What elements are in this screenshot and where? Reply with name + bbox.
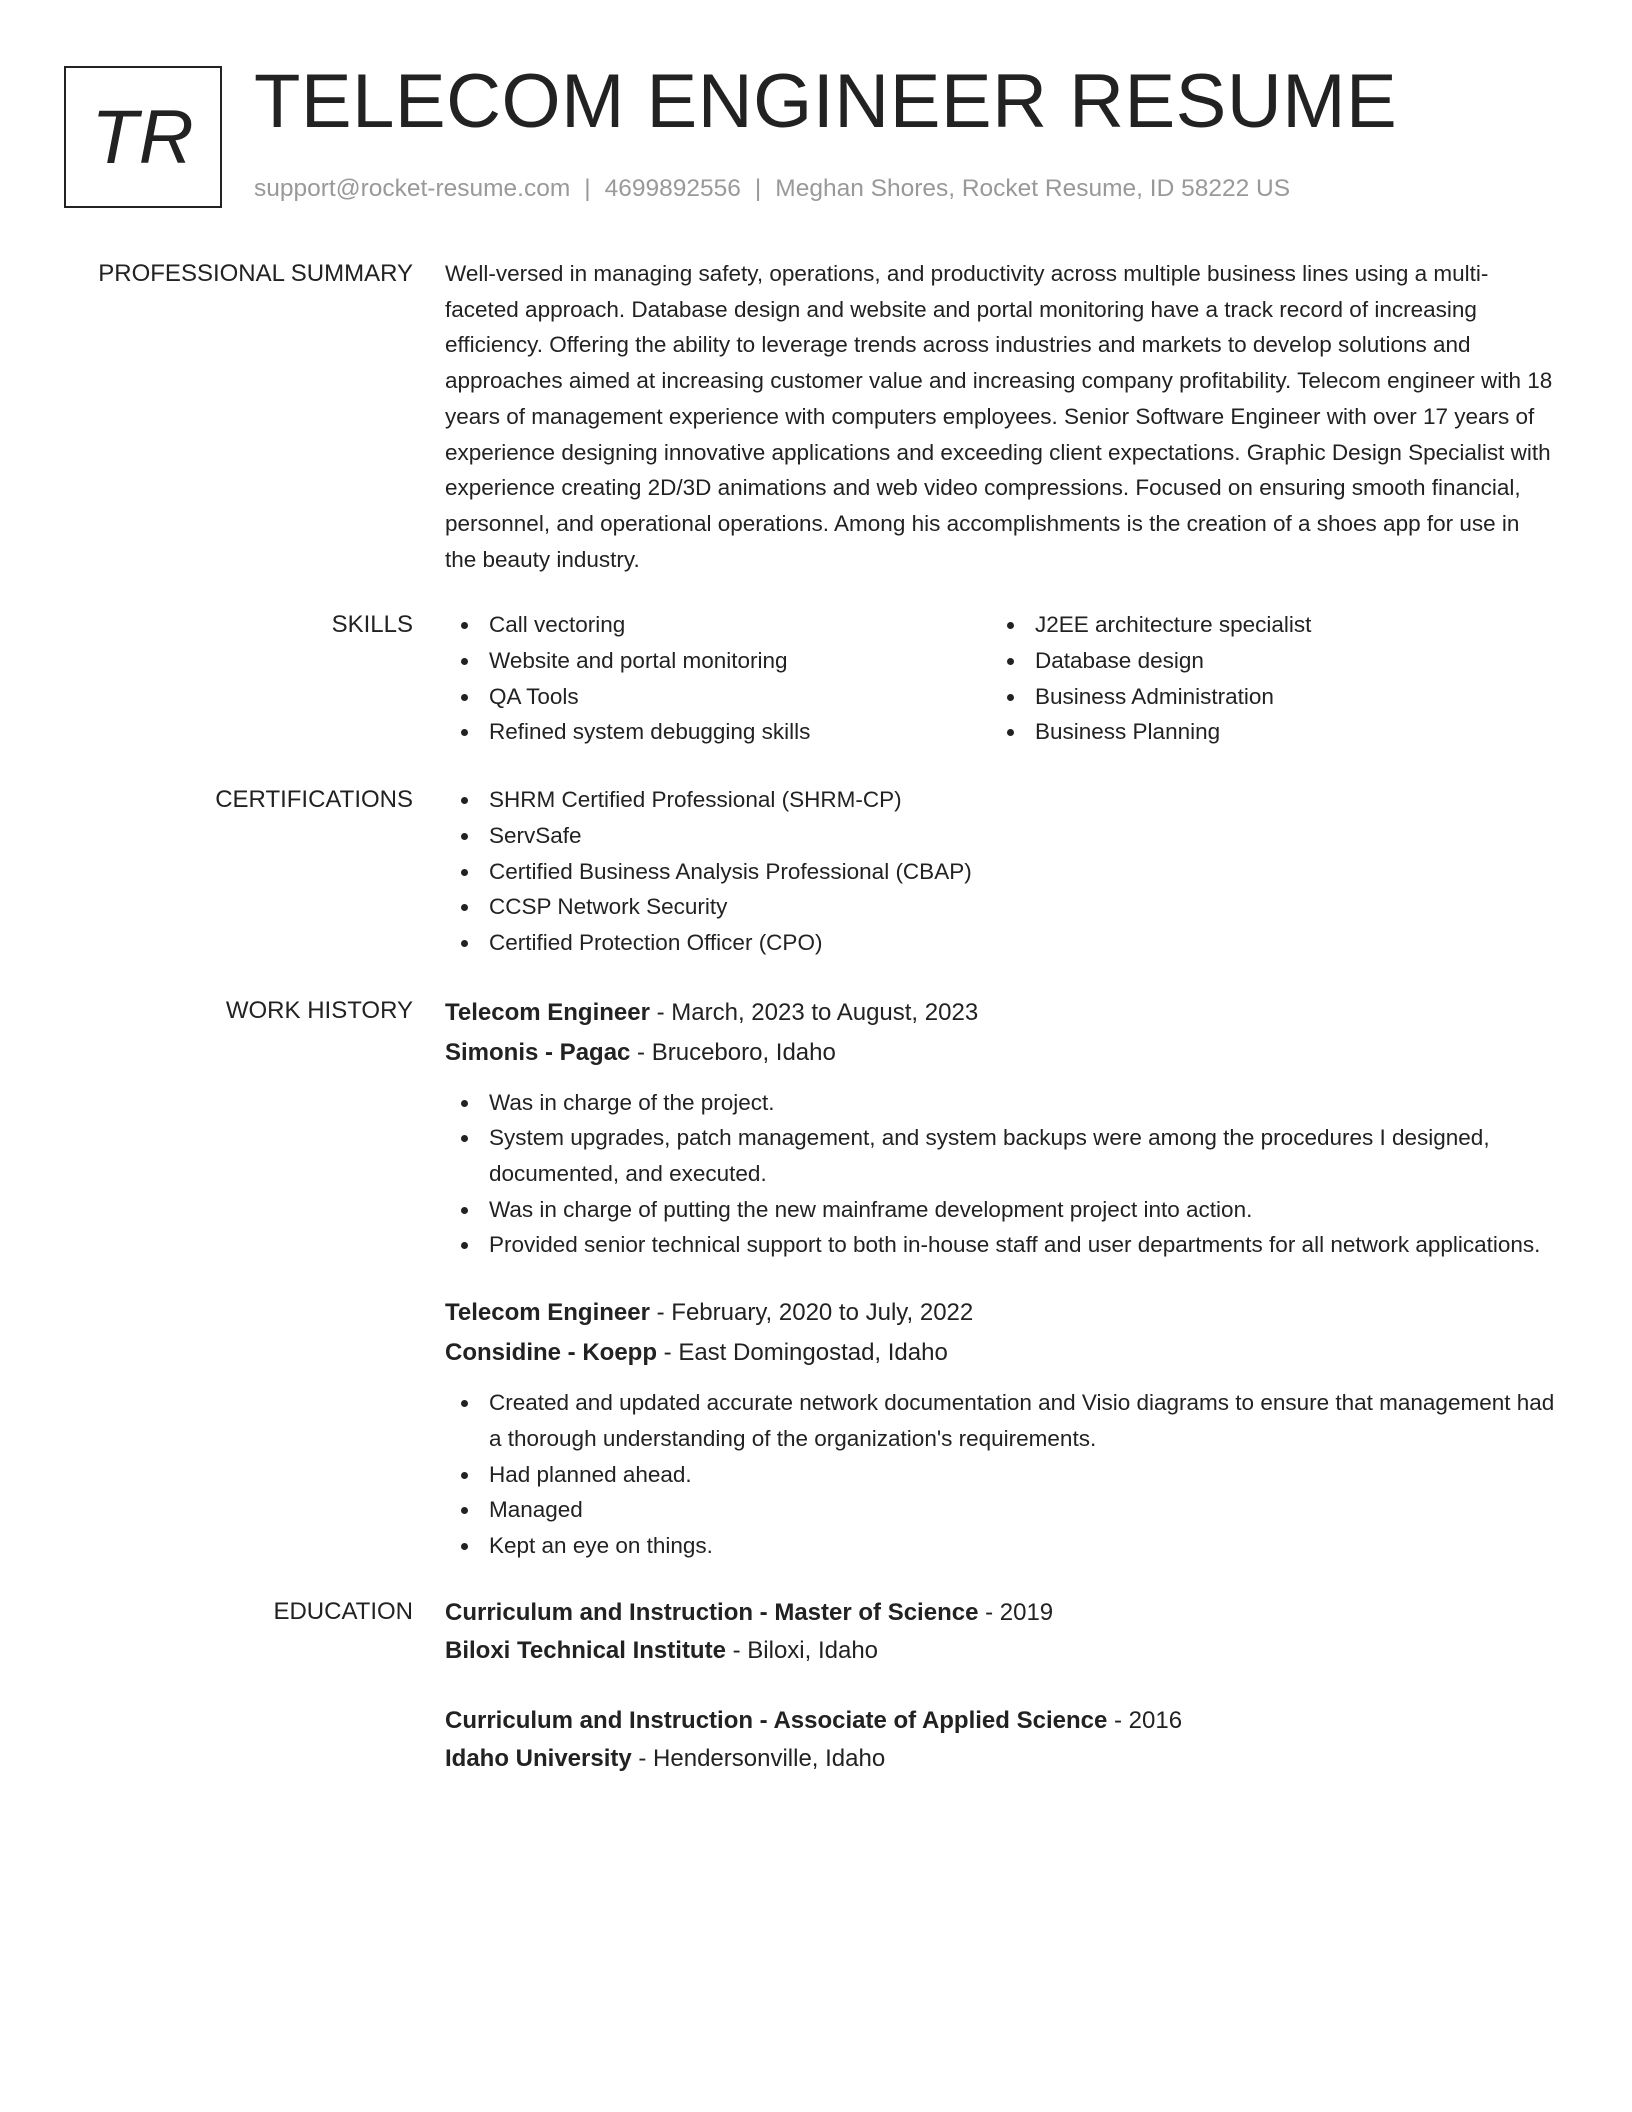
degree-line — [445, 1702, 1555, 1740]
list-item: Certified Business Analysis Professional (CBAP) — [445, 854, 1555, 890]
list-item: Database design — [991, 643, 1537, 679]
certifications-list — [445, 782, 1555, 961]
skills-list-right — [991, 607, 1537, 750]
education-body — [445, 1594, 1555, 1778]
job-dates: - March, 2023 to August, 2023 — [649, 998, 979, 1026]
degree: Curriculum and Instruction - Master of Science — [445, 1598, 979, 1626]
list-item: Was in charge of the project. — [445, 1085, 1555, 1121]
school: Biloxi Technical Institute — [445, 1636, 726, 1664]
contact-line — [254, 175, 1290, 203]
job-company: Simonis - Pagac — [445, 1038, 631, 1066]
job-title-line — [445, 993, 1555, 1033]
list-item: System upgrades, patch management, and system backups were among the procedures I designed, documented, and executed. — [445, 1120, 1555, 1191]
list-item: Call vectoring — [445, 607, 991, 643]
job-title-line — [445, 1293, 1555, 1333]
school-line — [445, 1632, 1555, 1670]
degree: Curriculum and Instruction - Associate of Applied Science — [445, 1706, 1108, 1734]
skills-list-left — [445, 607, 991, 750]
list-item: J2EE architecture specialist — [991, 607, 1537, 643]
school-line — [445, 1740, 1555, 1778]
resume-sections — [0, 256, 1632, 1812]
list-item: ServSafe — [445, 818, 1555, 854]
job-location: - Bruceboro, Idaho — [630, 1038, 836, 1066]
list-item: Website and portal monitoring — [445, 643, 991, 679]
work-history-body — [445, 993, 1555, 1564]
list-item: Was in charge of putting the new mainframe development project into action. — [445, 1192, 1555, 1228]
work-history-label: WORK HISTORY — [225, 996, 413, 1024]
job-title: Telecom Engineer — [445, 998, 650, 1026]
school-location: - Biloxi, Idaho — [725, 1636, 879, 1664]
list-item: Refined system debugging skills — [445, 714, 991, 750]
contact-separator: | — [584, 175, 591, 202]
list-item: Created and updated accurate network documentation and Visio diagrams to ensure that management had a thorough understanding of the organization's requirements. — [445, 1385, 1555, 1456]
list-item: Kept an eye on things. — [445, 1528, 1555, 1564]
contact-phone: 4699892556 — [604, 175, 741, 202]
work-history-section — [0, 993, 1632, 1564]
education-entry — [445, 1594, 1555, 1670]
summary-text: Well-versed in managing safety, operations, and productivity across multiple business lines using a multi-faceted approach. Database design and website and portal monitoring have a track record of increasing efficiency. Offering the ability to leverage trends across industries and markets to develop solutions and approaches aimed at increasing customer value and increasing company profitability. Telecom engineer with 18 years of management experience with computers employees. Senior Software Engineer with over 17 years of experience designing innovative applications and exceeding client expectations. Graphic Design Specialist with experience creating 2D/3D animations and web video compressions. Focused on ensuring smooth financial, personnel, and operational operations. Among his accomplishments is the creation of a shoes app for use in the beauty industry. — [445, 261, 1553, 572]
certifications-section — [0, 782, 1632, 961]
list-item: Managed — [445, 1492, 1555, 1528]
job-location: - East Domingostad, Idaho — [657, 1339, 948, 1367]
list-item: Certified Protection Officer (CPO) — [445, 925, 1555, 961]
contact-address: Meghan Shores, Rocket Resume, ID 58222 US — [775, 175, 1291, 202]
job-company: Considine - Koepp — [445, 1339, 657, 1367]
skills-grid — [445, 607, 1555, 750]
degree-line — [445, 1594, 1555, 1632]
job-entry — [445, 993, 1555, 1264]
certifications-label: CERTIFICATIONS — [215, 786, 413, 814]
monogram — [64, 66, 222, 208]
job-entry — [445, 1293, 1555, 1564]
degree-year: - 2019 — [978, 1598, 1054, 1626]
education-section — [0, 1594, 1632, 1778]
list-item: CCSP Network Security — [445, 889, 1555, 925]
resume-title: TELECOM ENGINEER RESUME — [254, 59, 1398, 144]
job-company-line — [445, 1333, 1555, 1373]
degree-year: - 2016 — [1107, 1706, 1183, 1734]
job-bullets — [445, 1085, 1555, 1264]
job-dates: - February, 2020 to July, 2022 — [649, 1299, 974, 1327]
list-item: Business Administration — [991, 679, 1537, 715]
job-bullets — [445, 1385, 1555, 1564]
job-company-line — [445, 1033, 1555, 1073]
list-item: Business Planning — [991, 714, 1537, 750]
contact-email: support@rocket-resume.com — [254, 175, 571, 202]
summary-label: PROFESSIONAL SUMMARY — [98, 260, 413, 287]
contact-separator: | — [754, 175, 762, 202]
education-label: EDUCATION — [273, 1597, 413, 1625]
school: Idaho University — [445, 1744, 632, 1772]
education-entry — [445, 1702, 1555, 1778]
job-title: Telecom Engineer — [445, 1299, 650, 1327]
certifications-body — [445, 782, 1555, 961]
summary-section — [0, 256, 1632, 577]
skills-label: SKILLS — [331, 611, 413, 639]
list-item: SHRM Certified Professional (SHRM-CP) — [445, 782, 1555, 818]
list-item: Had planned ahead. — [445, 1457, 1555, 1493]
list-item: QA Tools — [445, 679, 991, 715]
school-location: - Hendersonville, Idaho — [631, 1744, 886, 1772]
skills-section — [0, 607, 1632, 750]
monogram-initials: TR — [91, 94, 195, 180]
list-item: Provided senior technical support to both in-house staff and user departments for all network applications. — [445, 1227, 1555, 1263]
